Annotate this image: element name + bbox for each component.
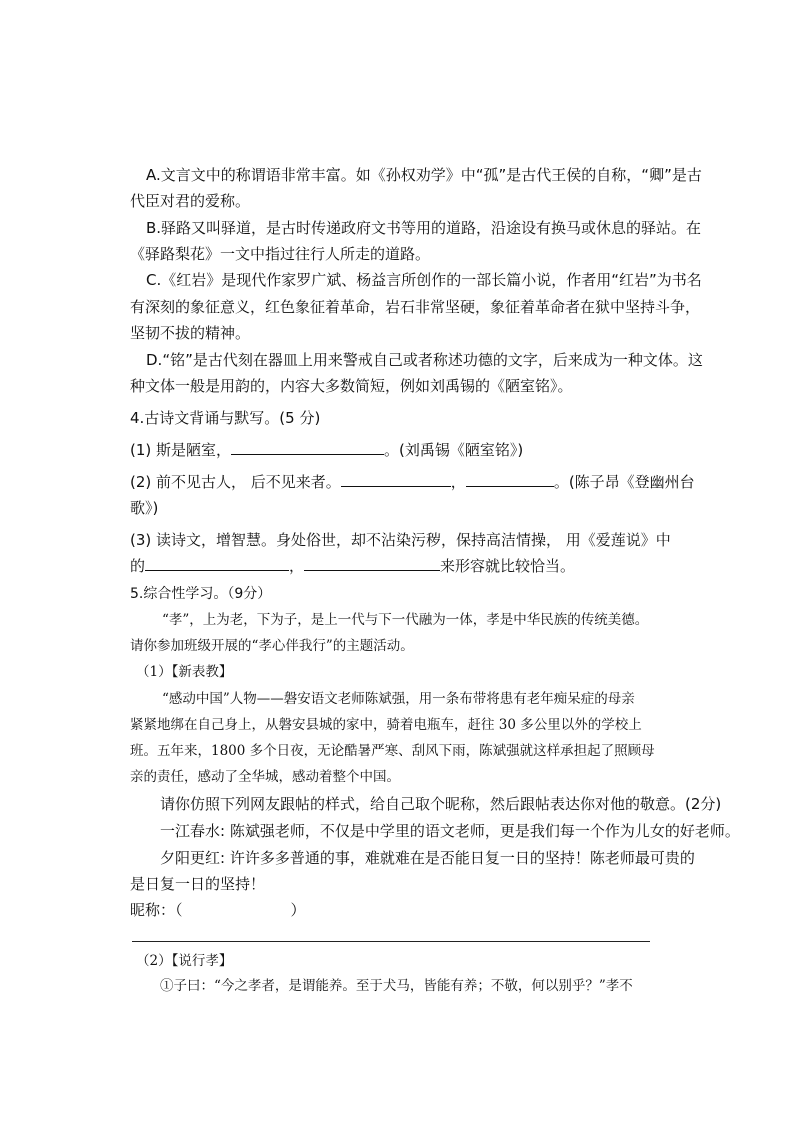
section-2-heading: （2）【说行孝】	[136, 953, 233, 969]
q4-item-2-prefix: (2) 前不见古人， 后不见来者。	[130, 473, 341, 491]
nickname-row	[130, 900, 306, 920]
section-1-para-line-1: “感动中国”人物——磐安语文老师陈斌强，用一条布带将患有老年痴呆症的母亲	[162, 691, 635, 707]
example-post-2-line-1: 夕阳更红: 许许多多普通的事，难就难在是否能日复一日的坚持！陈老师最可贵的	[160, 849, 695, 867]
q4-heading: 4.古诗文背诵与默写。(5 分)	[130, 409, 321, 427]
q4-item-2-comma: ，	[450, 473, 466, 491]
answer-blank-4[interactable]	[145, 556, 289, 571]
option-d-line-2: 种文体一般是用韵的，内容大多数简短，例如刘禹锡的《陋室铭》。	[130, 377, 573, 395]
section-1-para-line-2: 紧紧地绑在自己身上，从磐安县城的家中，骑着电瓶车，赶往 30 多公里以外的学校上	[130, 717, 642, 733]
answer-line[interactable]	[132, 941, 650, 942]
example-post-1: 一江春水: 陈斌强老师，不仅是中学里的语文老师，更是我们每一个作为儿女的好老师。	[160, 822, 740, 840]
option-b-line-2: 《驿路梨花》一文中指过往行人所走的道路。	[130, 245, 431, 263]
answer-blank-3[interactable]	[466, 472, 554, 487]
q4-item-2-continued: 歌》)	[130, 499, 159, 517]
option-d-line-1: D.“铭”是古代刻在器皿上用来警戒自己或者称述功德的文字，后来成为一种文体。这	[146, 351, 703, 369]
q4-item-3-line-1: (3) 读诗文，增智慧。身处俗世，却不沾染污秽，保持高洁情操， 用《爱莲说》中	[130, 531, 671, 549]
section-1-para-line-4: 亲的责任，感动了全华城，感动着整个中国。	[130, 769, 400, 785]
q4-item-1-prefix: (1) 斯是陋室，	[130, 441, 232, 459]
section-1-para-line-3: 班。五年来，1800 多个日夜，无论酷暑严寒、刮风下雨，陈斌强就这样承担起了照顾母	[130, 743, 655, 759]
option-c-line-1: C.《红岩》是现代作家罗广斌、杨益言所创作的一部长篇小说，作者用“红岩”为书名	[146, 271, 702, 289]
nickname-label: 昵称：（	[130, 901, 183, 919]
nickname-close-paren: ）	[290, 901, 306, 919]
q4-item-3-line-2	[130, 556, 575, 576]
q5-intro-line-2: 请你参加班级开展的“孝心伴我行”的主题活动。	[130, 638, 414, 654]
section-2-para-line-1: ①子曰：“今之孝者，是谓能养。至于犬马，皆能有养；不敬，何以别乎？”孝不	[160, 978, 633, 994]
example-post-2-line-2: 是日复一日的坚持！	[130, 875, 266, 893]
answer-blank-2[interactable]	[341, 472, 451, 487]
q4-item-3-comma: ，	[289, 557, 305, 575]
q4-item-1-source: 。(刘禹锡《陋室铭》)	[384, 441, 524, 459]
q4-item-2-source: 。(陈子昂《登幽州台	[553, 473, 695, 491]
option-c-line-2: 有深刻的象征意义，红色象征着革命，岩石非常坚硬，象征着革命者在狱中坚持斗争，	[130, 298, 701, 316]
q5-intro-line-1: “孝”，上为老，下为子，是上一代与下一代融为一体，孝是中华民族的传统美德。	[162, 612, 649, 628]
q4-item-3-suffix: 来形容就比较恰当。	[440, 557, 576, 575]
option-c-line-3: 坚韧不拔的精神。	[130, 324, 251, 342]
answer-blank-1[interactable]	[231, 440, 384, 455]
option-a-line-1: A.文言文中的称谓语非常丰富。如《孙权劝学》中“孤”是古代王侯的自称，“卿”是古	[146, 166, 702, 184]
q4-item-1	[130, 440, 523, 460]
q4-item-3-prefix: 的	[130, 557, 146, 575]
answer-blank-5[interactable]	[304, 556, 440, 571]
section-1-task: 请你仿照下列网友跟帖的样式，给自己取个昵称，然后跟帖表达你对他的敬意。(2分)	[160, 795, 722, 813]
nickname-input[interactable]	[183, 901, 291, 915]
q5-heading: 5.综合性学习。（9分）	[130, 586, 272, 602]
q4-item-2	[130, 472, 695, 492]
option-b-line-1: B.驿路又叫驿道，是古时传递政府文书等用的道路，沿途设有换马或休息的驿站。在	[146, 219, 702, 237]
option-a-line-2: 代臣对君的爱称。	[130, 192, 251, 210]
section-1-heading: （1）【新表教】	[136, 664, 233, 680]
